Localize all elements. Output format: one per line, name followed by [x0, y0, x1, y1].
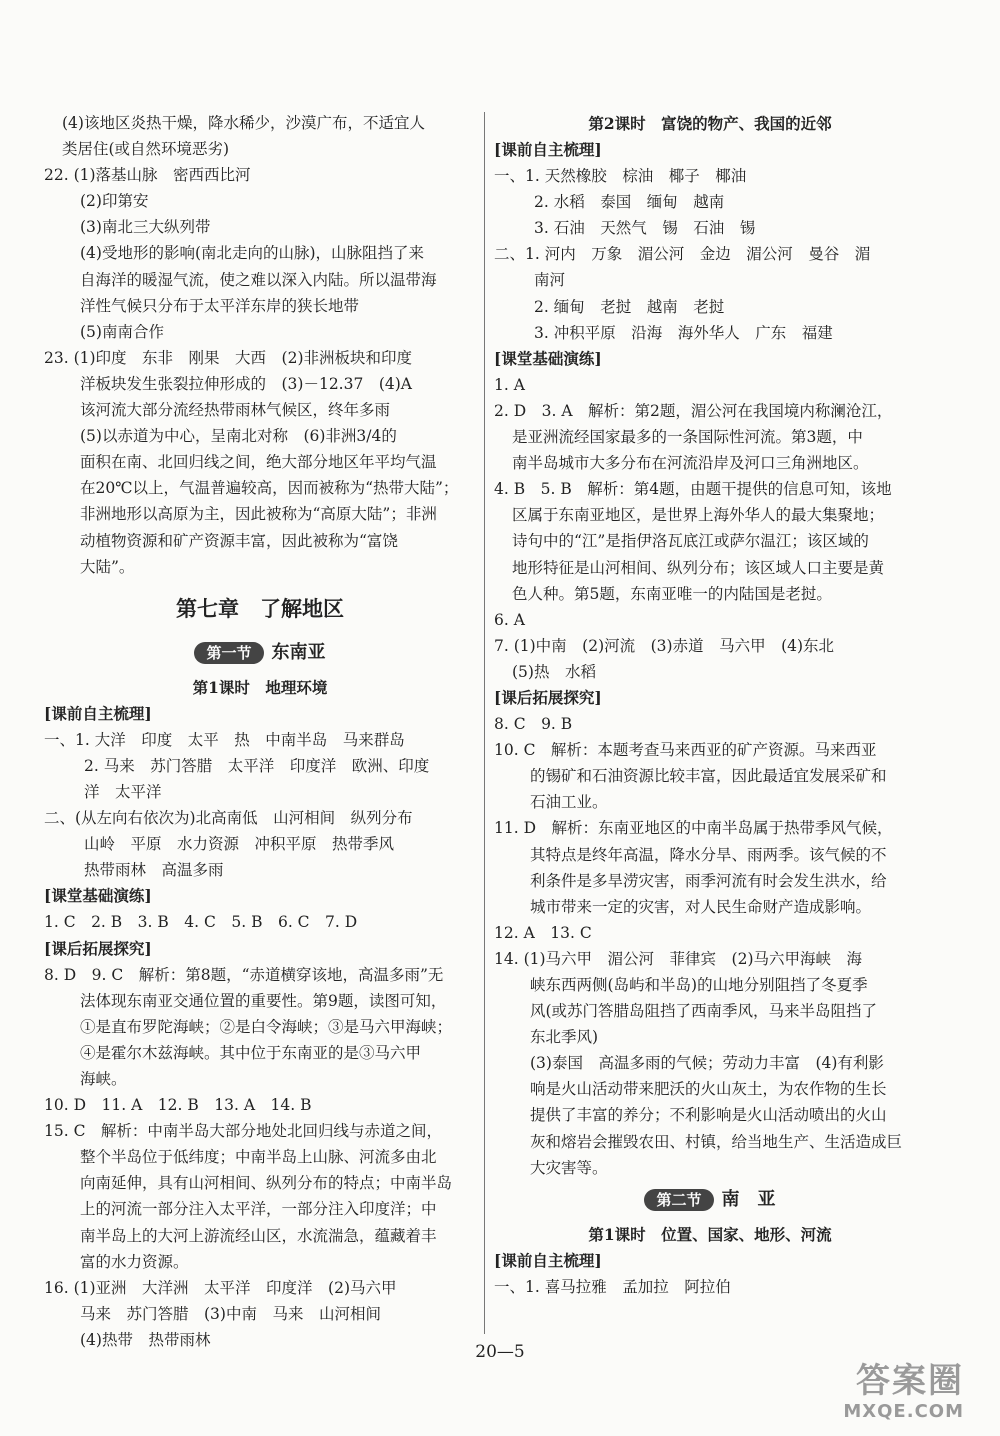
- page-number: 20—5: [475, 1342, 525, 1362]
- watermark-line2: MXQE.COM: [843, 1401, 964, 1422]
- text-line: 二、1. 河内 万象 湄公河 金边 湄公河 曼谷 湄: [494, 245, 871, 264]
- text-line: 2. 缅甸 老挝 越南 老挝: [534, 297, 725, 316]
- text-line: 洋性气候只分布于太平洋东岸的狭长地带: [80, 296, 360, 315]
- text-line: 南半岛上的大河上游流经山区，水流湍急，蕴藏着丰: [80, 1226, 437, 1245]
- section-heading: [44, 636, 476, 670]
- subsection-heading: [课前自主梳理]: [494, 1250, 602, 1270]
- subsection-heading: [课前自主梳理]: [494, 140, 602, 159]
- text-line: 向南延伸，具有山河相间、纵列分布的特点；中南半岛: [80, 1174, 453, 1193]
- text-line: 3. 冲积平原 沿海 海外华人 广东 福建: [534, 323, 833, 342]
- text-line: 南半岛城市大多分布在河流沿岸及河口三角洲地区。: [512, 454, 869, 473]
- subsection-heading: [课堂基础演练]: [44, 886, 152, 906]
- subsection-heading: [课后拓展探究]: [494, 687, 602, 707]
- text-line: 东北季风): [530, 1028, 599, 1047]
- text-line: 6. A: [494, 610, 525, 629]
- text-line: ①是直布罗陀海峡；②是白令海峡；③是马六甲海峡；: [80, 1017, 453, 1036]
- text-line: (4)热带 热带雨林: [80, 1330, 211, 1349]
- text-line: (5)以赤道为中心，呈南北对称 (6)非洲3/4的: [80, 427, 397, 446]
- text-line: 2. D 3. A 解析：第2题，湄公河在我国境内称澜沧江，: [494, 401, 893, 420]
- text-line: 利条件是多旱涝灾害，雨季河流有时会发生洪水，给: [530, 871, 887, 890]
- text-line: 马来 苏门答腊 (3)中南 马来 山河相间: [80, 1304, 381, 1323]
- text-line: 色人种。第5题，东南亚唯一的内陆国是老挝。: [512, 584, 832, 603]
- text-line: 该河流大部分流经热带雨林气候区，终年多雨: [80, 401, 391, 420]
- text-line: 是亚洲流经国家最多的一条国际性河流。第3题，中: [512, 428, 863, 447]
- text-line: 一、1. 喜马拉雅 孟加拉 阿拉伯: [494, 1277, 731, 1296]
- text-line: 石油工业。: [530, 793, 608, 812]
- text-line: 非洲地形以高原为主，因此被称为“高原大陆”；非洲: [80, 505, 437, 524]
- text-line: 大陆”。: [80, 557, 135, 576]
- text-line: 8. D 9. C 解析：第8题，“赤道横穿该地，高温多雨”无: [44, 965, 444, 984]
- text-line: 14. (1)马六甲 湄公河 菲律宾 (2)马六甲海峡 海: [494, 949, 862, 968]
- text-line: 一、1. 大洋 印度 太平 热 中南半岛 马来群岛: [44, 730, 405, 749]
- text-line: 提供了丰富的养分；不利影响是火山活动喷出的火山: [530, 1106, 887, 1125]
- text-line: 动植物资源和矿产资源丰富，因此被称为“富饶: [80, 531, 398, 550]
- section-heading: [494, 1183, 926, 1217]
- watermark-logo: [843, 1361, 964, 1422]
- text-line: 地形特征是山河相间、纵列分布；该区域人口主要是黄: [512, 558, 885, 577]
- text-line: 面积在南、北回归线之间，绝大部分地区年平均气温: [80, 453, 437, 472]
- text-line: 7. (1)中南 (2)河流 (3)赤道 马六甲 (4)东北: [494, 636, 835, 655]
- text-line: 诗句中的“江”是指伊洛瓦底江或萨尔温江；该区域的: [512, 532, 869, 551]
- text-line: 法体现东南亚交通位置的重要性。第9题，读图可知，: [80, 991, 447, 1010]
- section-badge: 第二节: [644, 1189, 713, 1211]
- section-title: 南 亚: [721, 1189, 776, 1211]
- text-line: 洋 太平洋: [84, 782, 162, 801]
- text-line: 的锡矿和石油资源比较丰富，因此最适宜发展采矿和: [530, 767, 887, 786]
- chapter-title: 第七章 了解地区: [176, 595, 344, 621]
- text-line: 其特点是终年高温，降水分旱、雨两季。该气候的不: [530, 845, 887, 864]
- text-line: 风(或苏门答腊岛阻挡了西南季风，马来半岛阻挡了: [530, 1002, 878, 1021]
- text-line: 1. C 2. B 3. B 4. C 5. B 6. C 7. D: [44, 913, 358, 932]
- text-line: 上的河流一部分注入太平洋，一部分注入印度洋；中: [80, 1200, 437, 1219]
- subsection-heading: [课前自主梳理]: [44, 703, 152, 723]
- text-line: 城市带来一定的灾害，对人民生命财产造成影响。: [530, 897, 872, 916]
- text-line: (5)南南合作: [80, 322, 164, 341]
- text-line: 响是火山活动带来肥沃的火山灰土，为农作物的生长: [530, 1080, 887, 1099]
- text-line: 一、1. 天然橡胶 棕油 椰子 椰油: [494, 167, 747, 186]
- text-line: 8. C 9. B: [494, 715, 573, 734]
- left-column: [44, 110, 476, 1353]
- text-line: 23. (1)印度 东非 刚果 大西 (2)非洲板块和印度: [44, 348, 412, 367]
- text-line: (4)该地区炎热干燥，降水稀少，沙漠广布，不适宜人: [62, 114, 425, 132]
- lesson-title: 第1课时 位置、国家、地形、河流: [588, 1224, 832, 1244]
- text-line: 2. 马来 苏门答腊 太平洋 印度洋 欧洲、印度: [84, 756, 430, 775]
- text-line: 山岭 平原 水力资源 冲积平原 热带季风: [84, 835, 395, 854]
- text-line: 3. 石油 天然气 锡 石油 锡: [534, 219, 756, 238]
- section-badge: 第一节: [194, 642, 263, 664]
- right-column: [494, 110, 926, 1300]
- text-line: 区属于东南亚地区，是世界上海外华人的最大集聚地；: [512, 506, 885, 525]
- text-line: (2)印第安: [80, 192, 149, 211]
- text-line: 1. A: [494, 375, 525, 394]
- text-line: (4)受地形的影响(南北走向的山脉)，山脉阻挡了来: [80, 244, 425, 263]
- text-line: 富的水力资源。: [80, 1252, 189, 1271]
- text-line: 灰和熔岩会摧毁农田、村镇，给当地生产、生活造成巨: [530, 1132, 903, 1151]
- subsection-heading: [课堂基础演练]: [494, 348, 602, 368]
- text-line: 洋板块发生张裂拉伸形成的 (3)－12.37 (4)A: [80, 374, 412, 393]
- lesson-title: 第2课时 富饶的物产、我国的近邻: [588, 114, 832, 133]
- text-line: (3)泰国 高温多雨的气候；劳动力丰富 (4)有利影: [530, 1054, 884, 1073]
- lesson-title: 第1课时 地理环境: [192, 677, 328, 697]
- text-line: 15. C 解析：中南半岛大部分地处北回归线与赤道之间，: [44, 1122, 442, 1141]
- text-line: 10. D 11. A 12. B 13. A 14. B: [44, 1096, 312, 1115]
- watermark-line1: 答案圈: [856, 1361, 964, 1401]
- text-line: 热带雨林 高温多雨: [84, 861, 224, 880]
- text-line: (3)南北三大纵列带: [80, 218, 211, 237]
- text-line: 峡东西两侧(岛屿和半岛)的山地分别阻挡了冬夏季: [530, 976, 868, 994]
- text-line: 大灾害等。: [530, 1158, 608, 1177]
- subsection-heading: [课后拓展探究]: [44, 938, 152, 958]
- text-line: (5)热 水稻: [512, 662, 596, 681]
- text-line: 在20℃以上，气温普遍较高，因而被称为“热带大陆”；: [80, 479, 459, 498]
- text-line: 4. B 5. B 解析：第4题，由题干提供的信息可知，该地: [494, 480, 892, 499]
- text-line: 10. C 解析：本题考查马来西亚的矿产资源。马来西亚: [494, 741, 877, 760]
- text-line: 12. A 13. C: [494, 923, 592, 942]
- text-line: 二、(从左向右依次为)北高南低 山河相间 纵列分布: [44, 809, 413, 828]
- text-line: 海峡。: [80, 1070, 127, 1088]
- column-divider: [484, 112, 485, 1334]
- text-line: 南河: [534, 271, 566, 290]
- section-title: 东南亚: [271, 642, 326, 664]
- text-line: 整个半岛位于低纬度；中南半岛上山脉、河流多由北: [80, 1148, 437, 1167]
- text-line: 22. (1)落基山脉 密西西比河: [44, 166, 251, 185]
- text-line: 自海洋的暖湿气流，使之难以深入内陆。所以温带海: [80, 270, 437, 289]
- text-line: 类居住(或自然环境恶劣): [62, 140, 230, 159]
- text-line: 2. 水稻 泰国 缅甸 越南: [534, 193, 725, 212]
- text-line: 11. D 解析：东南亚地区的中南半岛属于热带季风气候，: [494, 819, 893, 838]
- text-line: 16. (1)亚洲 大洋洲 太平洋 印度洋 (2)马六甲: [44, 1278, 397, 1297]
- text-line: ④是霍尔木兹海峡。其中位于东南亚的是③马六甲: [80, 1043, 422, 1062]
